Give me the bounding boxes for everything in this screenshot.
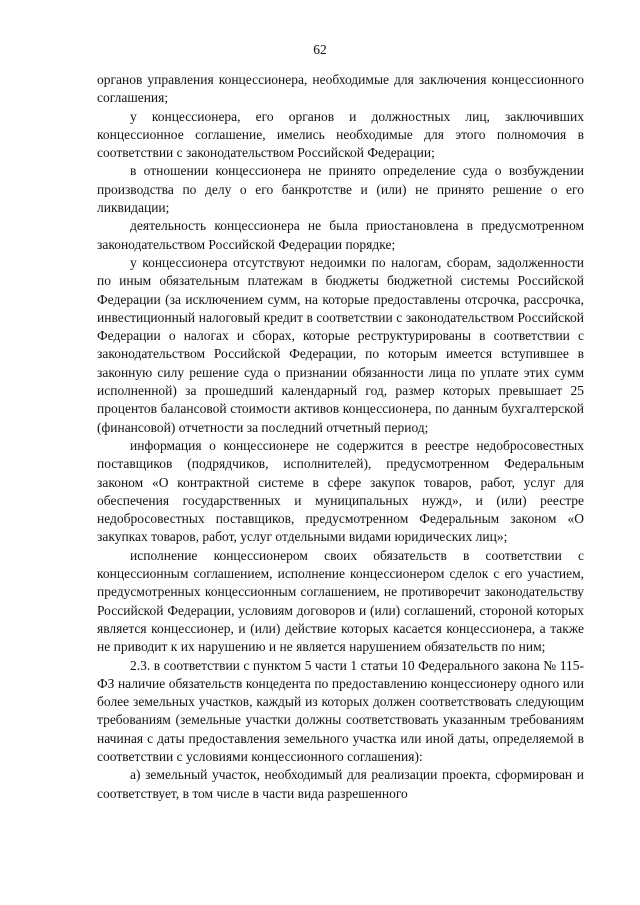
paragraph-8: 2.3. в соответствии с пунктом 5 части 1 статьи 10 Федерального закона № 115-ФЗ наличие обязательств концедента по предоставлению концессионеру одного или более земельных участков, каждый из которых должен соответствовать следующим требованиям (земельные участки должны соответствовать указанным требованиям начиная с даты предоставления земельного участка или иной даты, определяемой в соответствии с условиями концессионного соглашения): (97, 657, 584, 764)
paragraph-5: у концессионера отсутствуют недоимки по налогам, сборам, задолженности по иным обязательным платежам в бюджеты бюджетной системы Российской Федерации (за исключением сумм, на которые предоставлены отсрочка, рассрочка, инвестиционный налоговый кредит в соответствии с законодательством Российской Федерации о налогах и сборах, которые реструктурированы в соответствии с законодательством Российской Федерации, по которым имеется вступившее в законную силу решение суда о признании обязанности лица по уплате этих сумм исполненной) за прошедший календарный год, размер которых превышает 25 процентов балансовой стоимости активов концессионера, по данным бухгалтерской (финансовой) отчетности за последний отчетный период; (97, 254, 584, 435)
paragraph-2: у концессионера, его органов и должностных лиц, заключивших концессионное соглашение, имелись необходимые для этого полномочия в соответствии с законодательством Российской Федерации; (97, 108, 584, 161)
paragraph-1: органов управления концессионера, необходимые для заключения концессионного соглашения; (97, 72, 584, 106)
page-number: 62 (313, 42, 327, 57)
paragraph-3: в отношении концессионера не принято определение суда о возбуждении производства по делу о его банкротстве и (или) не принято решение о его ликвидации; (97, 163, 584, 216)
paragraph-9: а) земельный участок, необходимый для реализации проекта, сформирован и соответствует, в том числе в части вида разрешенного (97, 767, 584, 801)
paragraph-4: деятельность концессионера не была приостановлена в предусмотренном законодательством Российской Федерации порядке; (97, 218, 584, 252)
paragraph-6: информация о концессионере не содержится в реестре недобросовестных поставщиков (подрядчиков, исполнителей), предусмотренном Федеральным законом «О контрактной системе в сфере закупок товаров, работ, услуг для обеспечения государственных и муниципальных нужд», и (или) реестре недобросовестных поставщиков, предусмотренном Федеральным законом «О закупках товаров, работ, услуг отдельными видами юридических лиц»; (97, 437, 584, 545)
paragraph-7: исполнение концессионером своих обязательств в соответствии с концессионным соглашением, исполнение концессионером сделок с его участием, предусмотренных концессионным соглашением, не противоречит законодательству Российской Федерации, условиям договоров и (или) соглашений, стороной которых является концессионер, и (или) действие которых касается концессионера, а также не приводит к их нарушению и не является нарушением обязательств по ним; (97, 547, 584, 655)
document-body (97, 71, 584, 803)
